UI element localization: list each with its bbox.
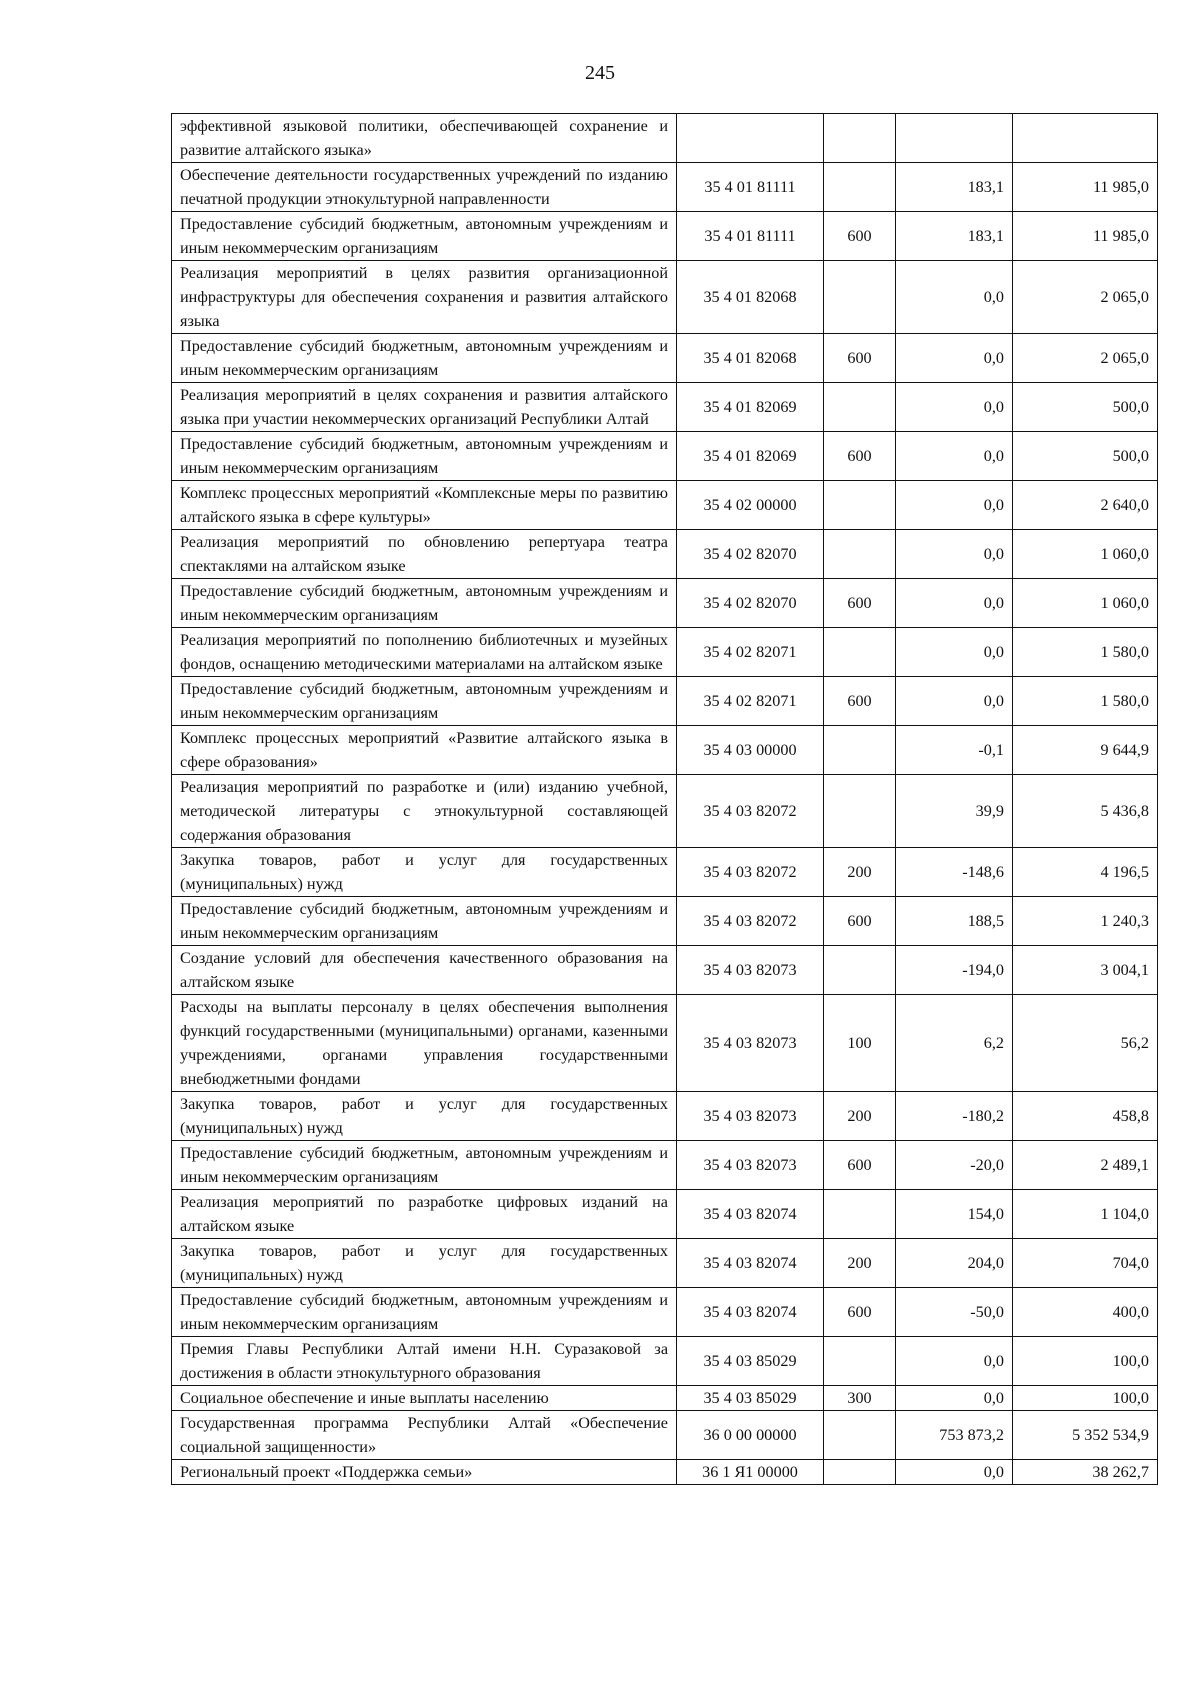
row-expense-type-cell: 100 [824, 995, 896, 1092]
table-row [172, 897, 1158, 946]
row-code-cell: 35 4 03 82072 [677, 897, 824, 946]
row-code-cell: 35 4 03 82074 [677, 1288, 824, 1337]
row-code-cell: 35 4 03 85029 [677, 1386, 824, 1411]
row-code-cell: 35 4 01 82068 [677, 261, 824, 334]
row-name-cell: эффективной языковой политики, обеспечивающей сохранение и развитие алтайского языка» [172, 114, 677, 163]
row-change-amount-cell: 183,1 [896, 212, 1013, 261]
row-name-cell: Предоставление субсидий бюджетным, автономным учреждениям и иным некоммерческим организациям [172, 897, 677, 946]
row-change-amount-cell: 0,0 [896, 481, 1013, 530]
row-name-cell: Предоставление субсидий бюджетным, автономным учреждениям и иным некоммерческим организациям [172, 677, 677, 726]
budget-table [171, 113, 1158, 1485]
table-row [172, 212, 1158, 261]
row-expense-type-cell: 600 [824, 677, 896, 726]
row-code-cell: 35 4 03 85029 [677, 1337, 824, 1386]
row-name-cell: Создание условий для обеспечения качественного образования на алтайском языке [172, 946, 677, 995]
row-expense-type-cell [824, 775, 896, 848]
row-change-amount-cell: -180,2 [896, 1092, 1013, 1141]
row-name-cell: Предоставление субсидий бюджетным, автономным учреждениям и иным некоммерческим организациям [172, 334, 677, 383]
row-change-amount-cell: 0,0 [896, 677, 1013, 726]
row-total-amount-cell: 1 580,0 [1013, 677, 1158, 726]
row-change-amount-cell: 0,0 [896, 432, 1013, 481]
table-row [172, 848, 1158, 897]
row-name-cell: Комплекс процессных мероприятий «Комплексные меры по развитию алтайского языка в сфере культуры» [172, 481, 677, 530]
row-name-cell: Государственная программа Республики Алтай «Обеспечение социальной защищенности» [172, 1411, 677, 1460]
row-change-amount-cell: 753 873,2 [896, 1411, 1013, 1460]
row-total-amount-cell: 500,0 [1013, 383, 1158, 432]
page-number: 245 [585, 62, 615, 84]
row-total-amount-cell: 3 004,1 [1013, 946, 1158, 995]
row-expense-type-cell: 300 [824, 1386, 896, 1411]
table-row [172, 1411, 1158, 1460]
row-name-cell: Реализация мероприятий по обновлению репертуара театра спектаклями на алтайском языке [172, 530, 677, 579]
table-row [172, 946, 1158, 995]
row-code-cell [677, 114, 824, 163]
row-name-cell: Предоставление субсидий бюджетным, автономным учреждениям и иным некоммерческим организациям [172, 1141, 677, 1190]
row-code-cell: 35 4 03 82073 [677, 946, 824, 995]
table-row [172, 163, 1158, 212]
row-change-amount-cell: 0,0 [896, 530, 1013, 579]
row-code-cell: 35 4 03 82073 [677, 1092, 824, 1141]
row-name-cell: Реализация мероприятий по пополнению библиотечных и музейных фондов, оснащению методическими материалами на алтайском языке [172, 628, 677, 677]
row-change-amount-cell: 0,0 [896, 261, 1013, 334]
row-total-amount-cell: 400,0 [1013, 1288, 1158, 1337]
row-total-amount-cell: 500,0 [1013, 432, 1158, 481]
row-code-cell: 35 4 02 82071 [677, 628, 824, 677]
row-expense-type-cell: 600 [824, 1141, 896, 1190]
row-change-amount-cell: 0,0 [896, 383, 1013, 432]
row-code-cell: 35 4 01 82068 [677, 334, 824, 383]
row-name-cell: Предоставление субсидий бюджетным, автономным учреждениям и иным некоммерческим организациям [172, 212, 677, 261]
row-total-amount-cell: 1 060,0 [1013, 579, 1158, 628]
row-total-amount-cell: 56,2 [1013, 995, 1158, 1092]
row-change-amount-cell: 204,0 [896, 1239, 1013, 1288]
row-total-amount-cell: 1 240,3 [1013, 897, 1158, 946]
table-row [172, 995, 1158, 1092]
row-code-cell: 35 4 03 82074 [677, 1239, 824, 1288]
row-total-amount-cell: 1 104,0 [1013, 1190, 1158, 1239]
table-row [172, 579, 1158, 628]
table-row [172, 726, 1158, 775]
row-name-cell: Закупка товаров, работ и услуг для государственных (муниципальных) нужд [172, 1239, 677, 1288]
row-total-amount-cell: 1 580,0 [1013, 628, 1158, 677]
row-expense-type-cell [824, 1460, 896, 1485]
row-name-cell: Закупка товаров, работ и услуг для государственных (муниципальных) нужд [172, 848, 677, 897]
row-total-amount-cell: 5 352 534,9 [1013, 1411, 1158, 1460]
row-code-cell: 35 4 03 82072 [677, 775, 824, 848]
row-code-cell: 35 4 03 82073 [677, 1141, 824, 1190]
row-total-amount-cell: 1 060,0 [1013, 530, 1158, 579]
row-code-cell: 35 4 01 82069 [677, 383, 824, 432]
row-change-amount-cell: 6,2 [896, 995, 1013, 1092]
row-name-cell: Предоставление субсидий бюджетным, автономным учреждениям и иным некоммерческим организациям [172, 432, 677, 481]
row-code-cell: 35 4 02 00000 [677, 481, 824, 530]
row-total-amount-cell: 100,0 [1013, 1386, 1158, 1411]
table-row [172, 1288, 1158, 1337]
table-row [172, 1386, 1158, 1411]
row-expense-type-cell [824, 1337, 896, 1386]
row-code-cell: 35 4 02 82070 [677, 579, 824, 628]
row-expense-type-cell: 600 [824, 334, 896, 383]
row-total-amount-cell [1013, 114, 1158, 163]
row-change-amount-cell: 188,5 [896, 897, 1013, 946]
table-row [172, 481, 1158, 530]
row-expense-type-cell: 600 [824, 897, 896, 946]
row-change-amount-cell [896, 114, 1013, 163]
table-row [172, 1190, 1158, 1239]
row-name-cell: Предоставление субсидий бюджетным, автономным учреждениям и иным некоммерческим организациям [172, 1288, 677, 1337]
table-row [172, 383, 1158, 432]
row-change-amount-cell: -50,0 [896, 1288, 1013, 1337]
row-change-amount-cell: 0,0 [896, 1337, 1013, 1386]
row-change-amount-cell: -20,0 [896, 1141, 1013, 1190]
row-change-amount-cell: -194,0 [896, 946, 1013, 995]
table-row [172, 1092, 1158, 1141]
row-expense-type-cell [824, 530, 896, 579]
table-row [172, 530, 1158, 579]
table-row [172, 1460, 1158, 1485]
row-change-amount-cell: -148,6 [896, 848, 1013, 897]
row-code-cell: 36 1 Я1 00000 [677, 1460, 824, 1485]
row-change-amount-cell: 0,0 [896, 334, 1013, 383]
row-total-amount-cell: 2 065,0 [1013, 334, 1158, 383]
row-code-cell: 35 4 03 00000 [677, 726, 824, 775]
row-name-cell: Социальное обеспечение и иные выплаты населению [172, 1386, 677, 1411]
row-code-cell: 35 4 03 82073 [677, 995, 824, 1092]
budget-table-body [172, 114, 1158, 1485]
row-code-cell: 35 4 02 82071 [677, 677, 824, 726]
row-expense-type-cell: 600 [824, 579, 896, 628]
row-name-cell: Реализация мероприятий по разработке цифровых изданий на алтайском языке [172, 1190, 677, 1239]
table-row [172, 334, 1158, 383]
row-expense-type-cell [824, 1190, 896, 1239]
row-expense-type-cell: 600 [824, 432, 896, 481]
row-name-cell: Предоставление субсидий бюджетным, автономным учреждениям и иным некоммерческим организациям [172, 579, 677, 628]
table-row [172, 1337, 1158, 1386]
row-total-amount-cell: 5 436,8 [1013, 775, 1158, 848]
table-row [172, 1141, 1158, 1190]
row-total-amount-cell: 38 262,7 [1013, 1460, 1158, 1485]
row-total-amount-cell: 11 985,0 [1013, 163, 1158, 212]
table-row [172, 1239, 1158, 1288]
row-change-amount-cell: 0,0 [896, 1386, 1013, 1411]
table-row [172, 628, 1158, 677]
row-code-cell: 36 0 00 00000 [677, 1411, 824, 1460]
row-expense-type-cell [824, 946, 896, 995]
row-code-cell: 35 4 01 82069 [677, 432, 824, 481]
row-expense-type-cell: 200 [824, 1092, 896, 1141]
table-row [172, 261, 1158, 334]
table-row [172, 775, 1158, 848]
row-expense-type-cell: 600 [824, 212, 896, 261]
row-change-amount-cell: 0,0 [896, 628, 1013, 677]
row-total-amount-cell: 2 065,0 [1013, 261, 1158, 334]
row-code-cell: 35 4 02 82070 [677, 530, 824, 579]
row-total-amount-cell: 458,8 [1013, 1092, 1158, 1141]
row-expense-type-cell [824, 261, 896, 334]
row-name-cell: Расходы на выплаты персоналу в целях обеспечения выполнения функций государственными (муниципальными) органами, казенными учреждениями, органами управления государственными внебюджетными фондами [172, 995, 677, 1092]
row-total-amount-cell: 2 489,1 [1013, 1141, 1158, 1190]
row-change-amount-cell: 39,9 [896, 775, 1013, 848]
row-name-cell: Реализация мероприятий в целях развития организационной инфраструктуры для обеспечения сохранения и развития алтайского языка [172, 261, 677, 334]
row-expense-type-cell: 200 [824, 1239, 896, 1288]
row-total-amount-cell: 4 196,5 [1013, 848, 1158, 897]
table-row [172, 114, 1158, 163]
row-name-cell: Реализация мероприятий в целях сохранения и развития алтайского языка при участии некоммерческих организаций Республики Алтай [172, 383, 677, 432]
row-code-cell: 35 4 01 81111 [677, 163, 824, 212]
row-name-cell: Реализация мероприятий по разработке и (или) изданию учебной, методической литературы с этнокультурной составляющей содержания образования [172, 775, 677, 848]
row-name-cell: Комплекс процессных мероприятий «Развитие алтайского языка в сфере образования» [172, 726, 677, 775]
row-total-amount-cell: 100,0 [1013, 1337, 1158, 1386]
row-code-cell: 35 4 03 82072 [677, 848, 824, 897]
row-total-amount-cell: 9 644,9 [1013, 726, 1158, 775]
row-change-amount-cell: 0,0 [896, 579, 1013, 628]
row-expense-type-cell [824, 114, 896, 163]
row-expense-type-cell [824, 1411, 896, 1460]
row-expense-type-cell [824, 481, 896, 530]
row-name-cell: Закупка товаров, работ и услуг для государственных (муниципальных) нужд [172, 1092, 677, 1141]
row-name-cell: Обеспечение деятельности государственных учреждений по изданию печатной продукции этнокультурной направленности [172, 163, 677, 212]
row-total-amount-cell: 2 640,0 [1013, 481, 1158, 530]
row-change-amount-cell: 183,1 [896, 163, 1013, 212]
row-change-amount-cell: 0,0 [896, 1460, 1013, 1485]
row-expense-type-cell [824, 726, 896, 775]
row-name-cell: Премия Главы Республики Алтай имени Н.Н. Суразаковой за достижения в области этнокультурного образования [172, 1337, 677, 1386]
row-code-cell: 35 4 01 81111 [677, 212, 824, 261]
table-row [172, 677, 1158, 726]
row-expense-type-cell [824, 163, 896, 212]
row-expense-type-cell: 600 [824, 1288, 896, 1337]
row-change-amount-cell: 154,0 [896, 1190, 1013, 1239]
row-change-amount-cell: -0,1 [896, 726, 1013, 775]
row-total-amount-cell: 11 985,0 [1013, 212, 1158, 261]
row-expense-type-cell: 200 [824, 848, 896, 897]
row-total-amount-cell: 704,0 [1013, 1239, 1158, 1288]
row-name-cell: Региональный проект «Поддержка семьи» [172, 1460, 677, 1485]
table-row [172, 432, 1158, 481]
row-expense-type-cell [824, 628, 896, 677]
row-expense-type-cell [824, 383, 896, 432]
row-code-cell: 35 4 03 82074 [677, 1190, 824, 1239]
